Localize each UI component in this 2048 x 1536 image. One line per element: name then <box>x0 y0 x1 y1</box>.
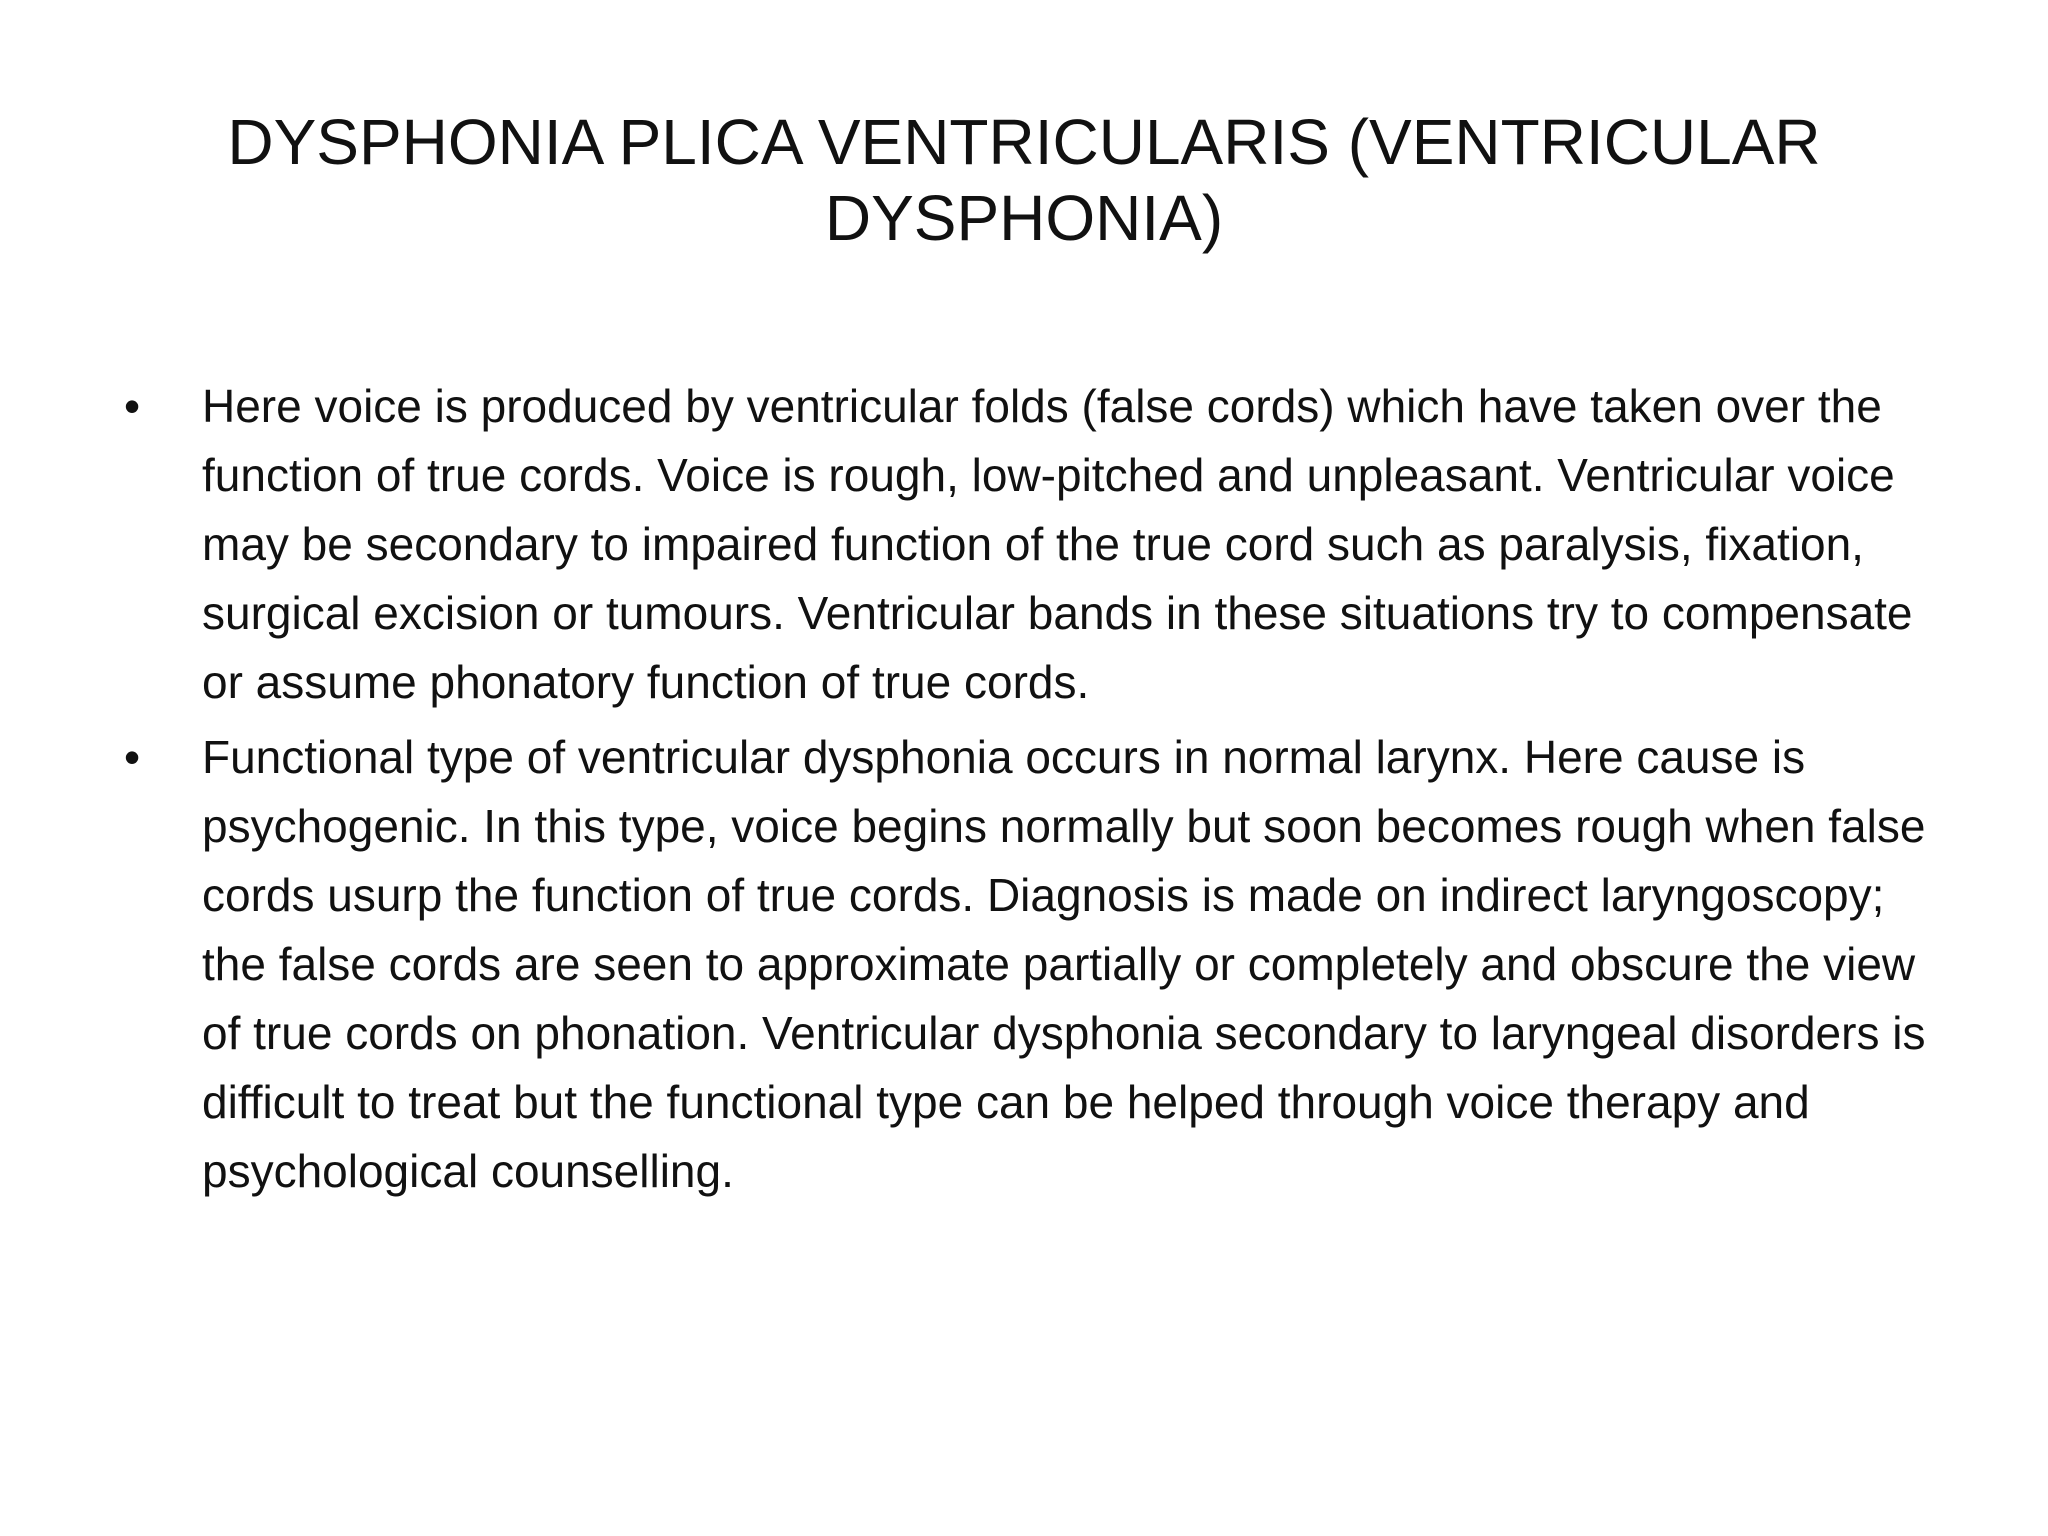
bullet-text-1: Here voice is produced by ventricular folds (false cords) which have taken over the function of true cords. Voice is rough, low-pitched and unpleasant. Ventricular voice may be secondary to impaired function of the true cord such as paralysis, fixation, surgical excision or tumours. Ventricular bands in these situations try to compensate or assume phonatory function of true cords. <box>202 380 1913 708</box>
bullet-text-2: Functional type of ventricular dysphonia occurs in normal larynx. Here cause is psychogenic. In this type, voice begins normally but soon becomes rough when false cords usurp the function of true cords. Diagnosis is made on indirect laryngoscopy; the false cords are seen to approximate partially or completely and obscure the view of true cords on phonation. Ventricular dysphonia secondary to laryngeal disorders is difficult to treat but the functional type can be helped through voice therapy and psychological counselling. <box>202 731 1926 1197</box>
slide-title: DYSPHONIA PLICA VENTRICULARIS (VENTRICULAR DYSPHONIA) <box>227 106 1821 254</box>
bullet-item-2 <box>118 723 1958 1206</box>
bullet-item-1 <box>118 372 1958 717</box>
bullet-icon: • <box>124 380 141 432</box>
bullet-icon: • <box>124 731 141 783</box>
bullet-list <box>118 372 1958 1212</box>
